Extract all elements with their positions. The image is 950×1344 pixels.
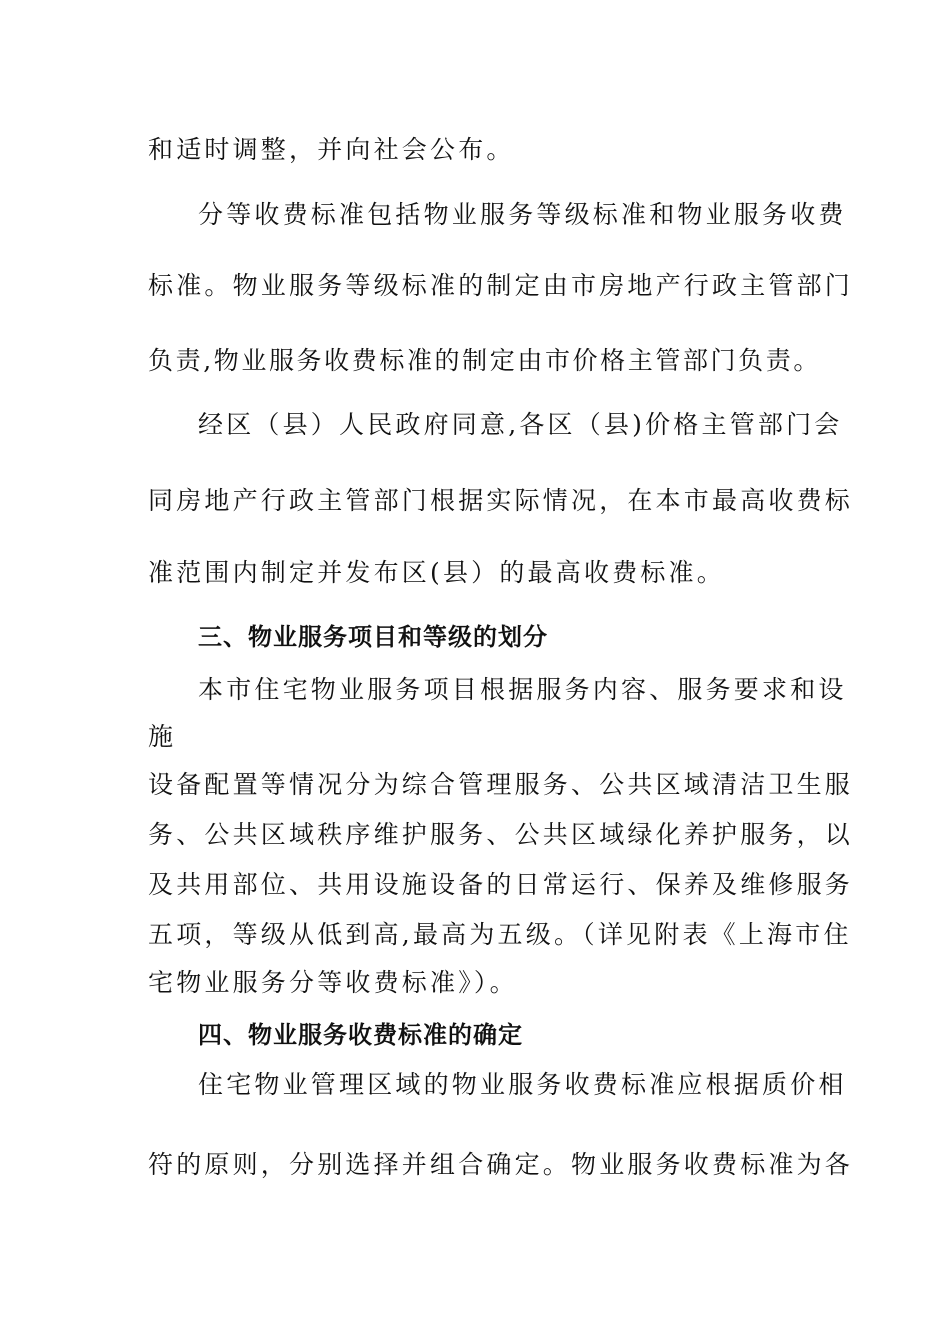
section-heading: 四、物业服务收费标准的确定 [198, 1021, 523, 1049]
paragraph-line: 分等收费标准包括物业服务等级标准和物业服务收费 [198, 200, 847, 229]
paragraph-line: 负责,物业服务收费标准的制定由市价格主管部门负责。 [148, 346, 821, 375]
paragraph-line: 及共用部位、共用设施设备的日常运行、保养及维修服务 [148, 870, 854, 899]
paragraph-line: 宅物业服务分等收费标准》）。 [148, 968, 518, 997]
paragraph-line: 同房地产行政主管部门根据实际情况，在本市最高收费标 [148, 486, 854, 515]
section-heading: 三、物业服务项目和等级的划分 [198, 623, 548, 651]
paragraph-line: 符的原则，分别选择并组合确定。物业服务收费标准为各 [148, 1150, 854, 1179]
paragraph-line: 准范围内制定并发布区(县）的最高收费标准。 [148, 558, 725, 587]
paragraph-line: 住宅物业管理区域的物业服务收费标准应根据质价相 [198, 1070, 847, 1099]
paragraph-line: 五项，等级从低到高,最高为五级。（详见附表《上海市住 [148, 920, 852, 949]
paragraph-line: 设备配置等情况分为综合管理服务、公共区域清洁卫生服 [148, 770, 854, 799]
paragraph-line: 施 [148, 722, 177, 751]
paragraph-line: 和适时调整，并向社会公布。 [148, 135, 515, 164]
paragraph-line: 本市住宅物业服务项目根据服务内容、服务要求和设 [198, 675, 847, 704]
paragraph-line: 务、公共区域秩序维护服务、公共区域绿化养护服务，以 [148, 820, 854, 849]
paragraph-line: 标准。物业服务等级标准的制定由市房地产行政主管部门 [148, 271, 854, 300]
paragraph-line: 经区（县）人民政府同意,各区（县)价格主管部门会 [198, 410, 843, 439]
